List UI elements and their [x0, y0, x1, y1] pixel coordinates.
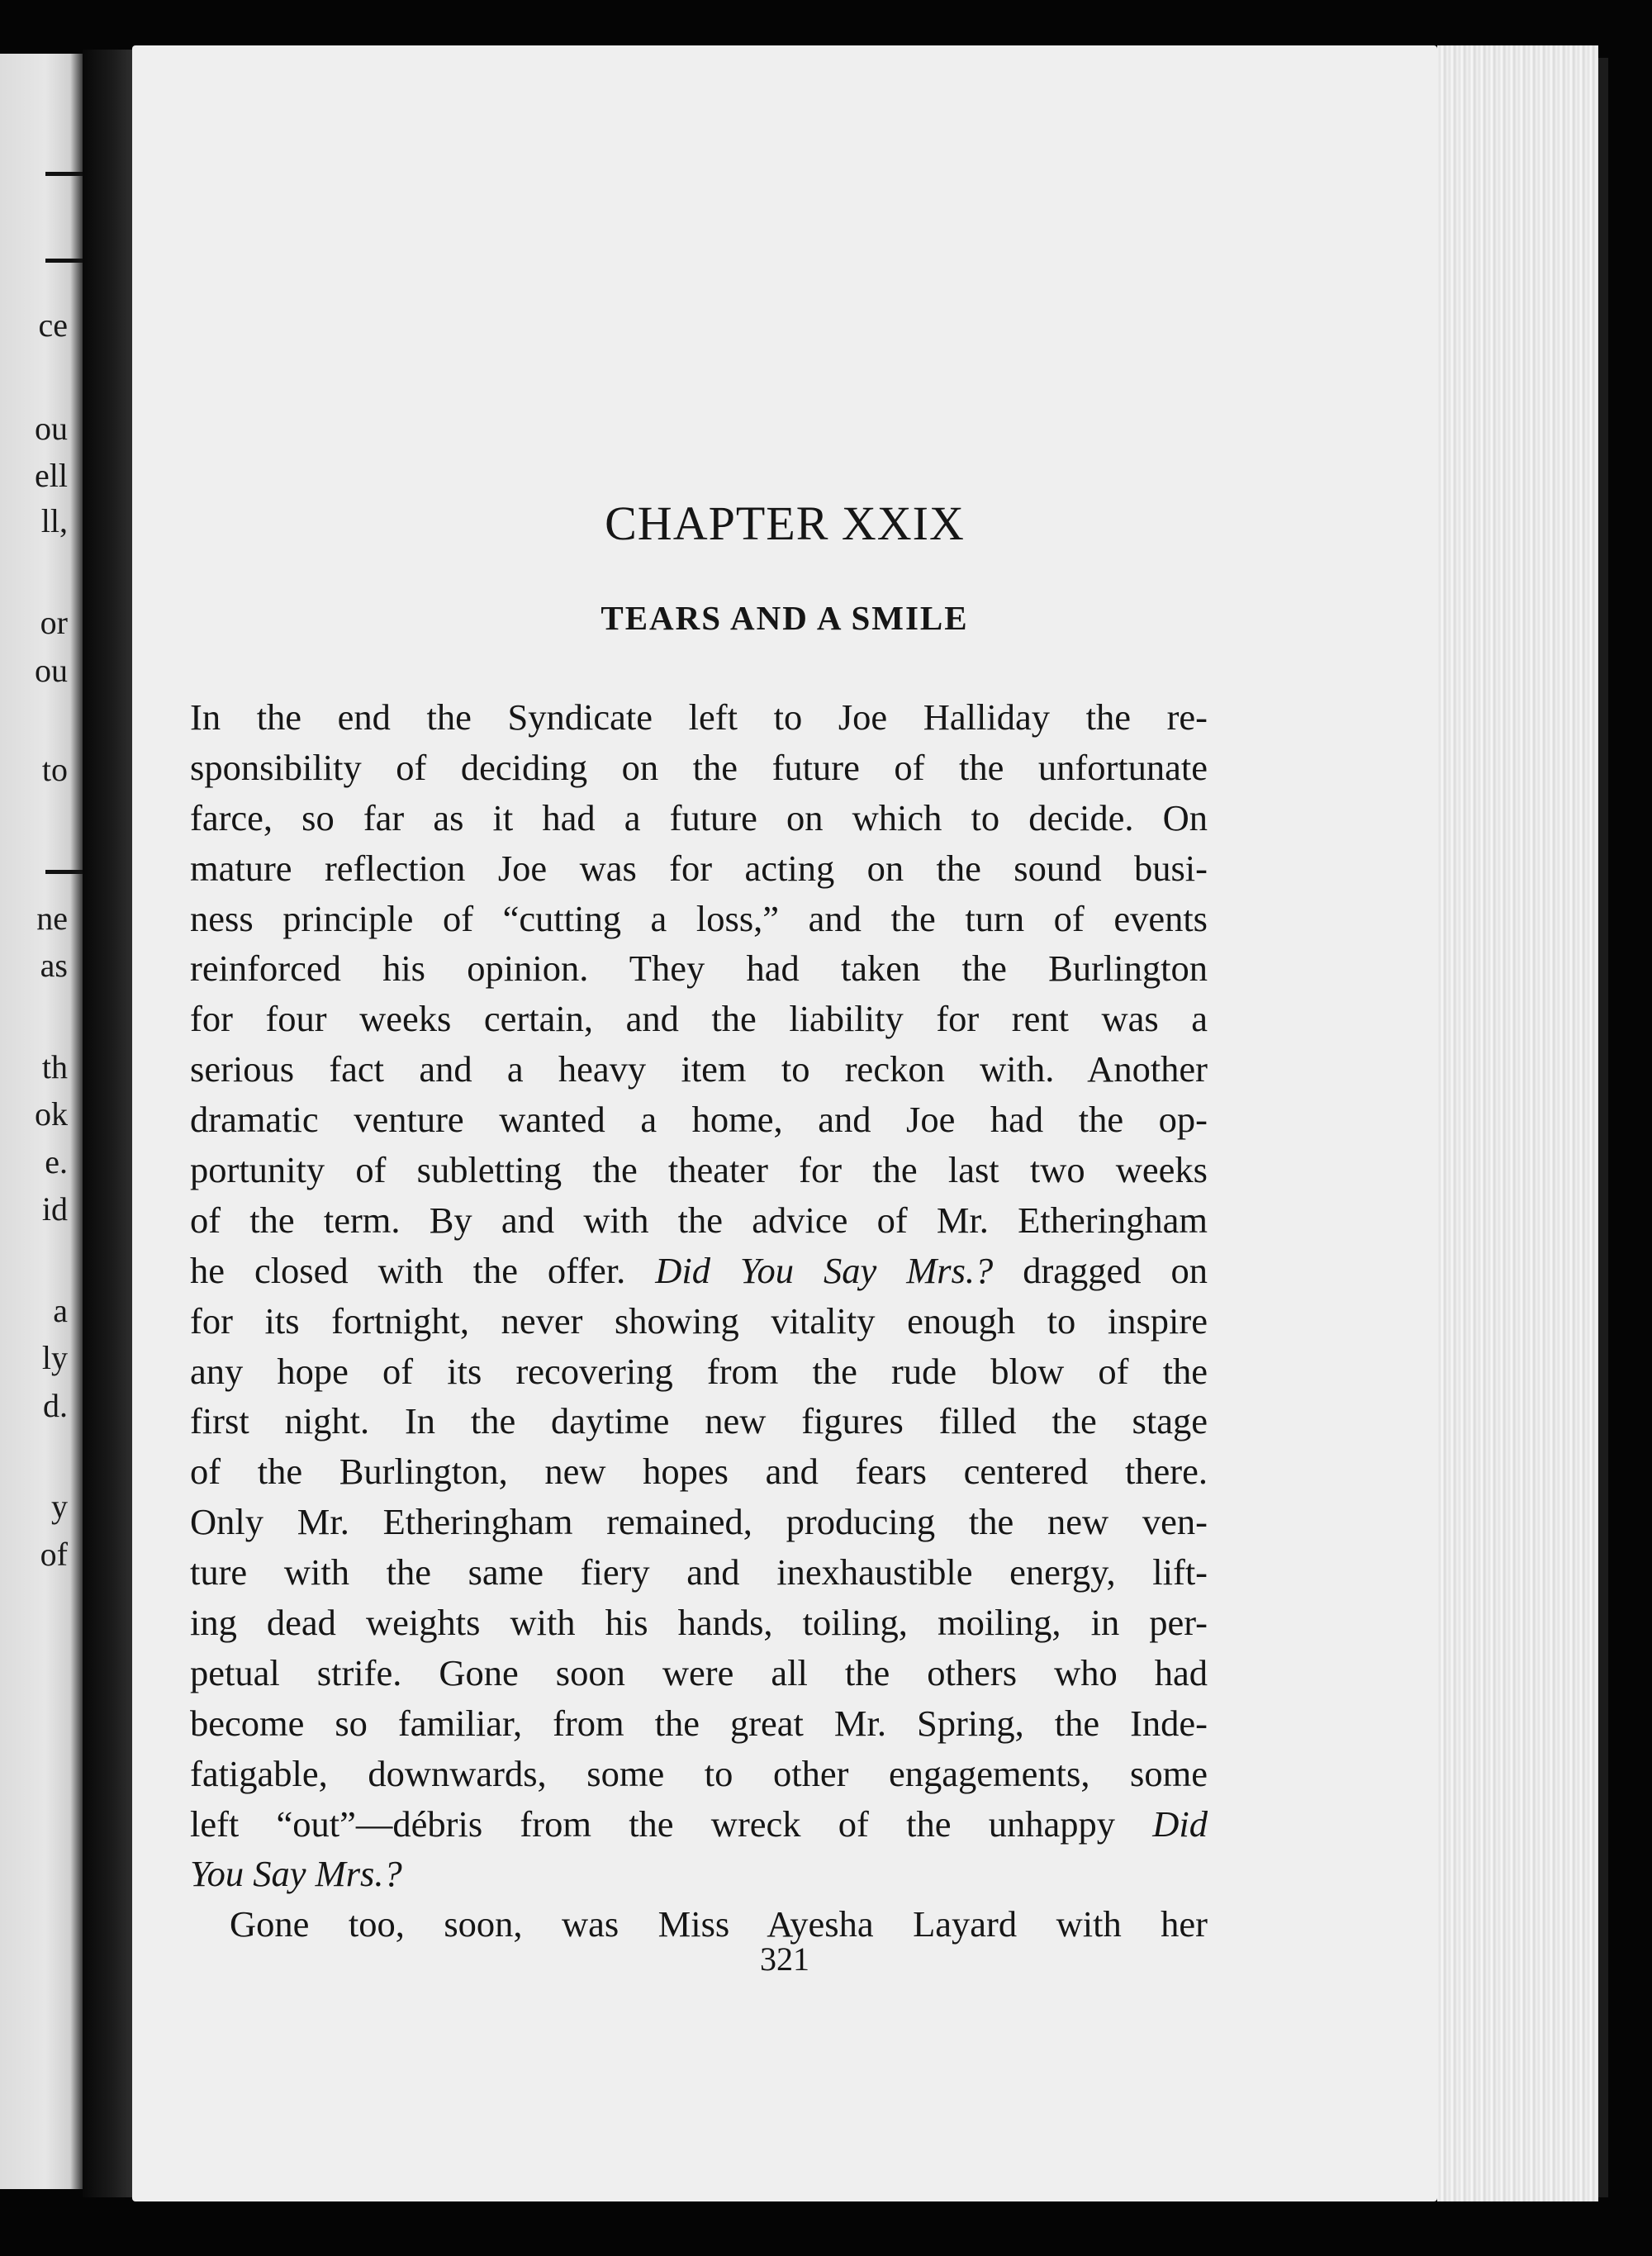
text-line: ing dead weights with his hands, toiling, moiling, in per-: [190, 1602, 1208, 1644]
chapter-body-text: [190, 692, 1208, 1950]
left-page-text-fragment: ce: [38, 306, 68, 344]
text-line: mature reflection Joe was for acting on the sound busi-: [190, 847, 1208, 889]
left-page-text-fragment: as: [40, 947, 68, 984]
text-line: reinforced his opinion. They had taken the Burlington: [190, 948, 1208, 990]
left-page-text-fragment: ou: [35, 652, 68, 689]
text-line: petual strife. Gone soon were all the others who had: [190, 1651, 1208, 1693]
left-page-text-fragment: ou: [35, 410, 68, 447]
text-line: farce, so far as it had a future on which to decide. On: [190, 796, 1208, 838]
text-line: serious fact and a heavy item to reckon with. Another: [190, 1048, 1208, 1090]
left-page-text-fragment: th: [41, 1048, 68, 1085]
book-gutter: [83, 50, 132, 2197]
chapter-subtitle: TEARS AND A SMILE: [601, 599, 969, 637]
text-line: Gone too, soon, was Miss Ayesha Layard with her: [230, 1903, 1208, 1945]
text-line: In the end the Syndicate left to Joe Halliday the re-: [190, 696, 1208, 738]
left-page-text-fragment: to: [41, 751, 68, 788]
text-line: he closed with the offer. Did You Say Mrs.? dragged on: [190, 1249, 1208, 1291]
left-page-text-fragment: ok: [35, 1095, 68, 1133]
left-page-rule: [45, 259, 83, 263]
left-page-text-fragment: a: [53, 1292, 68, 1329]
left-page-text-fragment: d.: [43, 1387, 68, 1424]
left-page-text-fragment: ll,: [40, 502, 68, 539]
text-line: fatigable, downwards, some to other engagements, some: [190, 1752, 1208, 1794]
text-line: dramatic venture wanted a home, and Joe had the op-: [190, 1099, 1208, 1141]
text-line: become so familiar, from the great Mr. Spring, the Inde-: [190, 1702, 1208, 1744]
left-page-text-fragment: ell: [35, 457, 68, 494]
page-number: 321: [760, 1940, 809, 1978]
text-line: ness principle of “cutting a loss,” and the turn of events: [190, 897, 1208, 939]
chapter-title: CHAPTER XXIX: [605, 496, 965, 550]
text-line: left “out”—débris from the wreck of the unhappy Did: [190, 1802, 1208, 1845]
text-line: of the Burlington, new hopes and fears centered there.: [190, 1451, 1208, 1493]
left-facing-page: [0, 54, 83, 2189]
text-line: first night. In the daytime new figures filled the stage: [190, 1400, 1208, 1442]
page-stack-edge: [1437, 45, 1598, 2201]
text-line: for its fortnight, never showing vitality enough to inspire: [190, 1299, 1208, 1342]
text-line: any hope of its recovering from the rude blow of the: [190, 1350, 1208, 1392]
text-line: You Say Mrs.?: [190, 1853, 402, 1895]
page-edge-shadow: [1598, 58, 1608, 2197]
left-page-text-fragment: e.: [45, 1143, 68, 1180]
text-line: for four weeks certain, and the liability for rent was a: [190, 998, 1208, 1040]
text-line: ture with the same fiery and inexhaustible energy, lift-: [190, 1551, 1208, 1593]
left-page-text-fragment: id: [41, 1190, 68, 1228]
text-line: of the term. By and with the advice of Mr. Etheringham: [190, 1199, 1208, 1241]
left-page-text-fragment: or: [40, 604, 68, 641]
left-page-text-fragment: ly: [41, 1339, 68, 1376]
left-page-rule: [45, 172, 83, 176]
left-page-text-fragment: of: [40, 1536, 68, 1573]
left-page-text-fragment: y: [51, 1488, 68, 1525]
text-line: Only Mr. Etheringham remained, producing the new ven-: [190, 1501, 1208, 1543]
text-line: sponsibility of deciding on the future of the unfortunate: [190, 746, 1208, 788]
left-page-text-fragment: ne: [36, 900, 68, 937]
text-line: portunity of subletting the theater for the last two weeks: [190, 1149, 1208, 1191]
left-page-dash: [45, 870, 83, 874]
